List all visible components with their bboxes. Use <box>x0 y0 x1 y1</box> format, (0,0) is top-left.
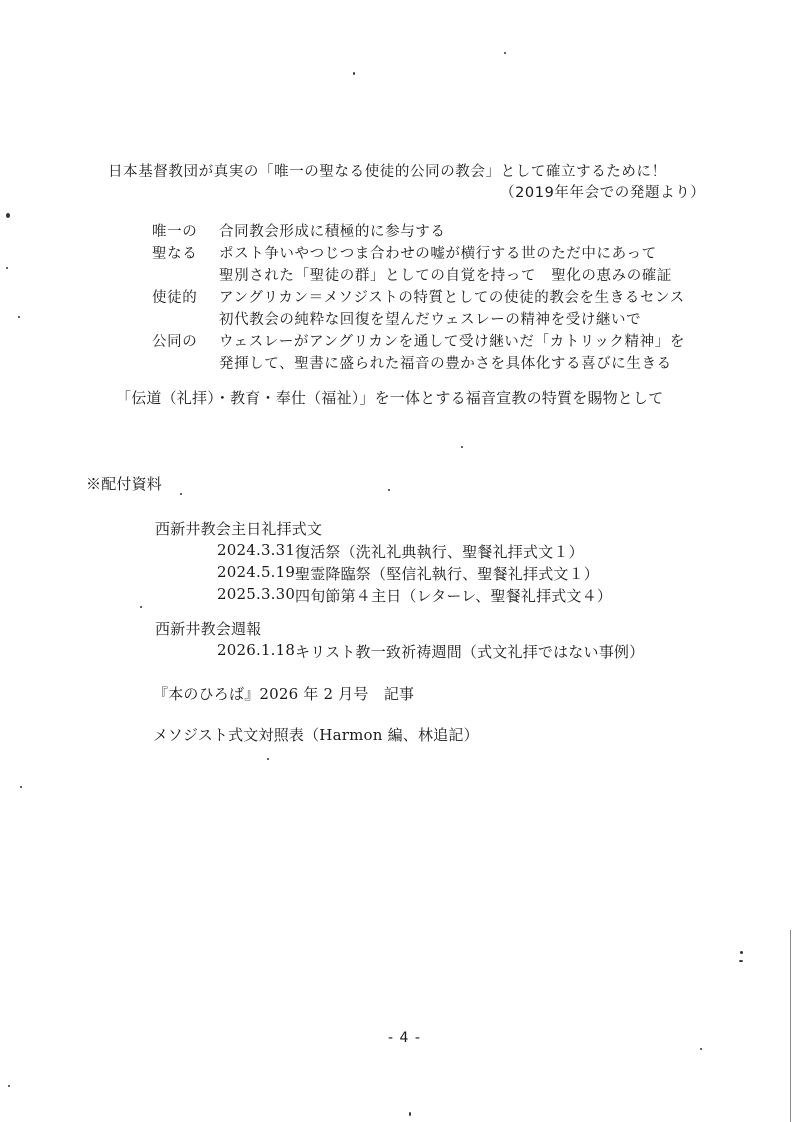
appendix-item-date: 2024.5.19 <box>217 563 296 581</box>
mark-text: ポスト争いやつじつま合わせの嘘が横行する世のただ中にあって <box>219 246 657 262</box>
mark-text: 発揮して、聖書に盛られた福音の豊かさを具体化する喜びに生きる <box>219 356 672 372</box>
mark-text: アングリカン＝メソジストの特質としての使徒的教会を生きるセンス <box>219 290 685 306</box>
document-subtitle: （2019年年会での発題より） <box>500 185 706 201</box>
scan-speck <box>740 951 743 954</box>
appendix-extra-item: 『本のひろば』2026 年 2 月号 記事 <box>153 685 415 703</box>
scan-speck <box>267 758 269 760</box>
appendix-item-date: 2025.3.30 <box>217 585 296 603</box>
scan-speck <box>388 489 390 491</box>
mark-label-one: 唯一の <box>152 224 198 240</box>
page-number: - 4 - <box>388 1030 421 1046</box>
scan-speck <box>461 446 463 448</box>
scan-speck <box>739 960 743 962</box>
scan-speck <box>700 1048 702 1050</box>
appendix-item-date: 2026.1.18 <box>217 641 296 659</box>
scan-speck <box>180 493 182 495</box>
appendix-item-text: 復活祭（洗礼礼典執行、聖餐礼拝式文１） <box>295 543 584 561</box>
mark-text: 初代教会の純粋な回復を望んだウェスレーの精神を受け継いで <box>219 312 642 328</box>
mark-label-catholic: 公同の <box>152 334 198 350</box>
scan-speck <box>6 213 10 218</box>
mark-text: 合同教会形成に積極的に参与する <box>219 224 446 240</box>
scan-speck <box>20 786 22 788</box>
scan-speck <box>140 606 142 608</box>
motto-line: 「伝道（礼拝）・教育・奉仕（福祉）」を一体とする福音宣教の特質を賜物として <box>116 389 664 407</box>
mark-text: ウェスレーがアングリカンを通して受け継いだ「カトリック精神」を <box>219 334 685 350</box>
mark-text: 聖別された「聖徒の群」としての自覚を持って 聖化の恵みの確証 <box>219 268 672 284</box>
mark-label-holy: 聖なる <box>152 246 198 262</box>
appendix-item-text: 聖霊降臨祭（堅信礼執行、聖餐礼拝式文１） <box>295 565 600 583</box>
appendix-group-title: 西新井教会主日礼拝式文 <box>155 520 323 538</box>
scan-edge-line <box>790 930 791 1122</box>
appendix-group-title: 西新井教会週報 <box>155 620 262 638</box>
scan-speck <box>6 267 8 269</box>
mark-label-apostolic: 使徒的 <box>152 290 198 306</box>
scan-speck <box>8 1085 10 1087</box>
appendix-item-date: 2024.3.31 <box>217 541 296 559</box>
appendix-item-text: キリスト教一致祈祷週間（式文礼拝ではない事例） <box>295 643 645 661</box>
scan-speck <box>353 72 355 75</box>
scan-speck <box>18 316 20 318</box>
appendix-extra-item: メソジスト式文対照表（Harmon 編、林追記） <box>153 726 479 744</box>
appendix-heading: ※配付資料 <box>86 475 163 493</box>
document-title: 日本基督教団が真実の「唯一の聖なる使徒的公同の教会」として確立するために！ <box>108 164 667 180</box>
appendix-item-text: 四旬節第４主日（レターレ、聖餐礼拝式文４） <box>295 587 613 605</box>
scan-speck <box>504 52 506 54</box>
scan-speck <box>409 1112 411 1116</box>
